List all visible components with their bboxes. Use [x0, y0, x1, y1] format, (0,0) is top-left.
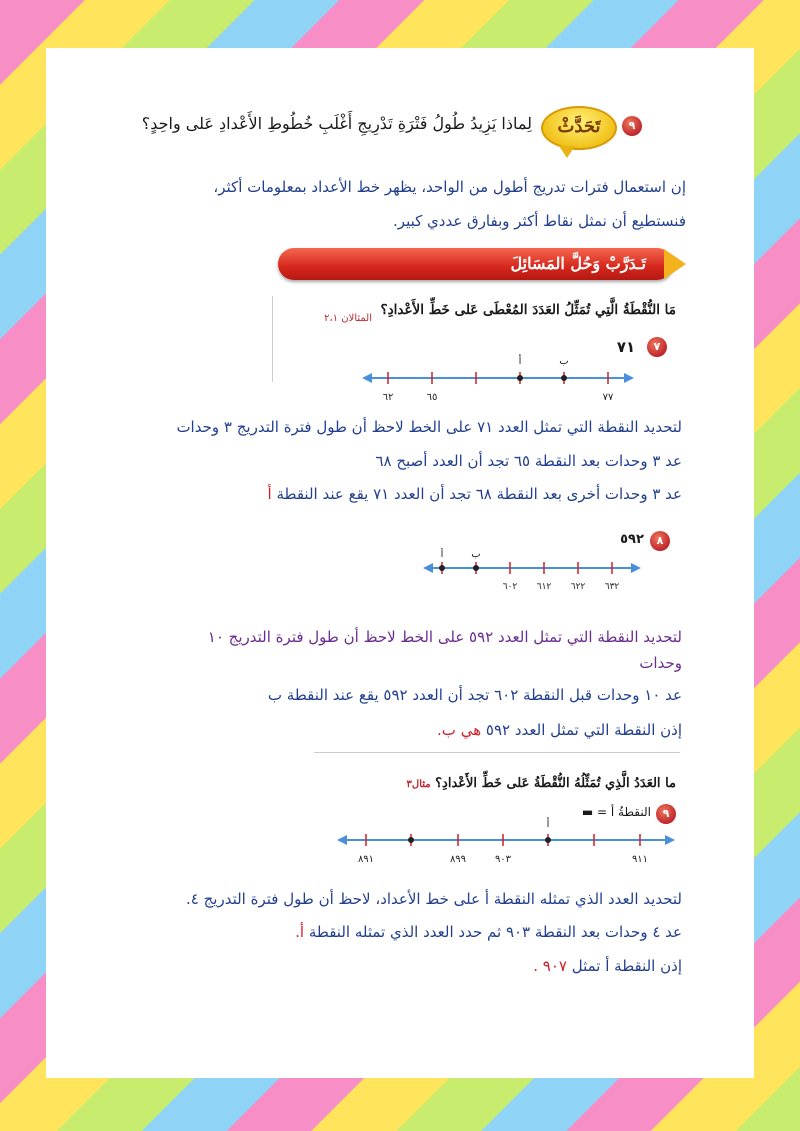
problem-8-badge: ٨ [650, 531, 670, 551]
talk-question: لِماذا يَزِيدُ طُولُ فَتْرَةِ تَدْرِيجِ أَغْلَبِ خُطُوطِ الأَعْدادِ عَلى واحِدٍ؟ [141, 114, 532, 133]
number-line-8-tick-label: ٦٣٢ [604, 582, 620, 592]
problem-9-badge: ٩ [656, 804, 676, 824]
problem-8-line-1a: لتحديد النقطة التي تمثل العدد ٥٩٢ على الخط لاحظ أن طول فترة التدريج ١٠ [207, 628, 682, 646]
number-line-8-right-arrow [631, 563, 641, 573]
problem-9-line-3-text: إذن النقطة أ تمثل [571, 957, 682, 975]
problem-7-badge: ٧ [647, 337, 667, 357]
problem-9-instruction [316, 776, 676, 791]
talk-bubble-label: تَحَدَّثْ [541, 106, 617, 150]
problem-9-prompt: النقطةُ أ = ▬ [581, 805, 651, 819]
problem-9-line-2-text: عد ٤ وحدات بعد النقطة ٩٠٣ ثم حدد العدد الذي تمثله النقطة [308, 923, 682, 941]
number-line-7-point-b [561, 375, 567, 381]
number-line-8-tick-label: ٦٢٢ [570, 582, 586, 592]
problem-9-example-ref: مثال٣ [406, 779, 431, 790]
number-line-9 [336, 816, 676, 868]
problem-9-line-1: لتحديد العدد الذي تمثله النقطة أ على خط الأعداد، لاحظ أن طول فترة التدريج ٤. [186, 890, 682, 908]
problem-8-value: ٥٩٢ [620, 532, 644, 547]
number-line-9-tick-label: ٩١١ [631, 854, 649, 865]
number-line-8-left-arrow [423, 563, 433, 573]
number-line-7-tick-label: ٦٥ [426, 392, 438, 403]
number-line-8 [422, 548, 642, 594]
problem-7-line-1: لتحديد النقطة التي تمثل العدد ٧١ على الخط لاحظ أن طول فترة التدريج ٣ وحدات [176, 418, 682, 436]
problem-7-line-2: عد ٣ وحدات بعد النقطة ٦٥ تجد أن العدد أصبح ٦٨ [375, 452, 682, 470]
number-line-7-point-a [517, 375, 523, 381]
panel-divider-top [314, 752, 680, 753]
problem-7-line-3-text: عد ٣ وحدات أخرى بعد النقطة ٦٨ تجد أن العدد ٧١ يقع عند النقطة [276, 485, 682, 503]
problem-9-point-ref: أ. [295, 923, 305, 941]
number-line-8-point-b [473, 565, 479, 571]
number-line-8-label-b: ب [471, 549, 481, 560]
problem-8-line-2: عد ١٠ وحدات قبل النقطة ٦٠٢ تجد أن العدد ٥٩٢ يقع عند النقطة ب [267, 686, 682, 704]
problem-7-value: ٧١ [616, 338, 636, 356]
problem-7-line-3 [186, 485, 682, 503]
number-line-9-right-arrow [665, 835, 675, 845]
section-instruction: مَا النُّقْطَةُ الَّتِي تُمَثِّلُ العَدَدَ المُعْطَى عَلى خَطِّ الأَعْدادِ؟ [380, 302, 676, 318]
problem-8-line-1b: وحدات [639, 654, 682, 672]
number-line-7-tick-label: ٧٧ [602, 392, 614, 403]
number-line-7-left-arrow [362, 373, 372, 383]
number-line-8-tick-label: ٦١٢ [536, 582, 552, 592]
number-line-9-tick-label: ٨٩٩ [449, 854, 467, 865]
problem-9-instruction-text: ما العَدَدُ الَّذِي تُمَثِّلُهُ النُّقْطَةُ عَلى خَطِّ الأَعْدادِ؟ [435, 776, 676, 791]
number-line-7-tick-label: ٦٢ [382, 392, 394, 403]
number-line-9-left-arrow [337, 835, 347, 845]
number-line-9-point-a [545, 837, 551, 843]
number-line-9-label-a: أ [546, 819, 550, 830]
problem-7-answer: أ [267, 485, 272, 503]
problem-8-line-3 [296, 721, 682, 739]
problem-9-line-3 [426, 957, 682, 975]
number-line-8-point-a [439, 565, 445, 571]
number-line-8-label-a: أ [440, 549, 444, 560]
problem-9-answer: ٩٠٧ . [533, 957, 567, 975]
problem-8-line-3-text: إذن النقطة التي تمثل العدد ٥٩٢ [485, 721, 682, 739]
number-line-9-tick-label: ٩٠٣ [494, 854, 512, 865]
number-line-9-dot [408, 837, 414, 843]
number-line-7-label-b: ب [559, 356, 569, 367]
problem-8-answer: هي ب. [437, 721, 482, 739]
number-line-7-label-a: أ [518, 356, 522, 367]
question-number-badge: ٩ [622, 116, 642, 136]
banner-arrow-icon [664, 249, 686, 279]
number-line-9-tick-label: ٨٩١ [357, 854, 375, 865]
practice-banner-label: تَـدَرَّبْ وَحُلَّ المَسَائِلَ [510, 254, 646, 273]
talk-answer-line-2: فنستطيع أن نمثل نقاط أكثر وبفارق عددي كبير. [393, 212, 686, 230]
panel-divider [272, 296, 273, 382]
problem-9-line-2 [176, 923, 682, 941]
examples-ref-label: المثالان ٢،١ [324, 313, 372, 324]
worksheet-page [46, 48, 754, 1078]
number-line-8-tick-label: ٦٠٢ [502, 582, 518, 592]
number-line-7-right-arrow [624, 373, 634, 383]
number-line-7 [358, 348, 638, 408]
talk-answer-line-1: إن استعمال فترات تدريج أطول من الواحد، يظهر خط الأعداد بمعلومات أكثر، [213, 178, 686, 196]
